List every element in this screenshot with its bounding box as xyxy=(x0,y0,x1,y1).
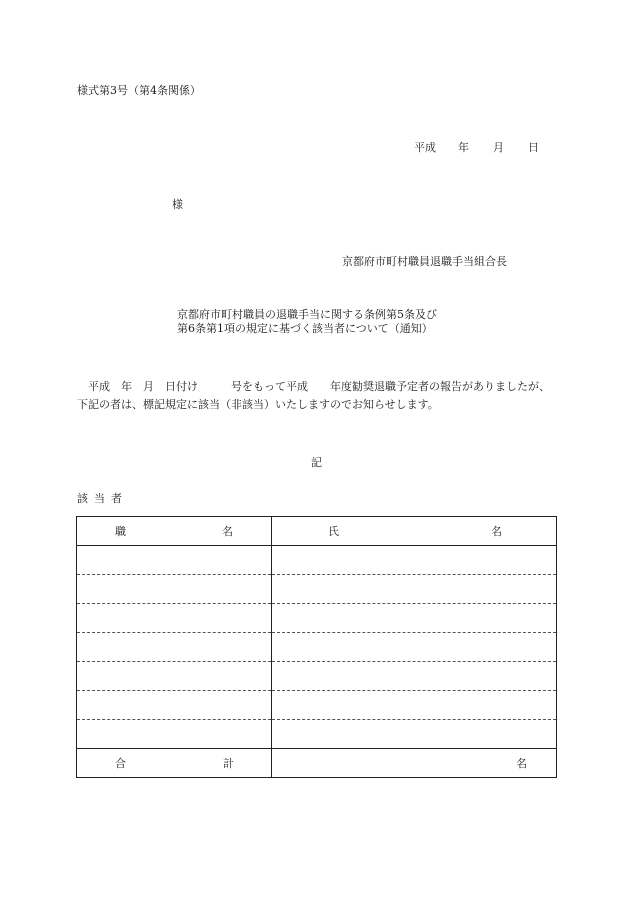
header-position xyxy=(77,517,272,546)
table-row xyxy=(77,604,557,633)
total-label-cell xyxy=(77,749,272,778)
subject-block xyxy=(177,308,437,336)
table-row xyxy=(77,662,557,691)
position-cell[interactable] xyxy=(77,633,272,662)
name-cell[interactable] xyxy=(272,720,557,749)
section-title: 該当者 xyxy=(77,492,128,505)
table-header-row xyxy=(77,517,557,546)
name-cell[interactable] xyxy=(272,546,557,575)
body-paragraph: 平成 年 月 日付け 号をもって平成 年度勧奨退職予定者の報告がありましたが、下記の者は、標記規定に該当（非該当）いたしますのでお知らせします。 xyxy=(77,380,550,411)
total-row xyxy=(77,749,557,778)
header-position-char-1: 職 xyxy=(115,525,126,538)
position-cell[interactable] xyxy=(77,691,272,720)
table-row xyxy=(77,691,557,720)
sender-title: 京都府市町村職員退職手当組合長 xyxy=(342,255,507,268)
position-cell[interactable] xyxy=(77,662,272,691)
subject-line-1: 京都府市町村職員の退職手当に関する条例第5条及び xyxy=(177,308,437,321)
header-position-char-2: 名 xyxy=(222,525,233,538)
header-name xyxy=(272,517,557,546)
name-cell[interactable] xyxy=(272,575,557,604)
table-row xyxy=(77,546,557,575)
addressee-suffix: 様 xyxy=(172,198,183,211)
date-day: 日 xyxy=(528,141,539,154)
name-cell[interactable] xyxy=(272,662,557,691)
position-cell[interactable] xyxy=(77,575,272,604)
name-cell[interactable] xyxy=(272,691,557,720)
total-label-char-2: 計 xyxy=(223,757,234,770)
table-row xyxy=(77,720,557,749)
date-year: 年 xyxy=(458,141,469,154)
count-unit: 名 xyxy=(516,757,527,770)
roster-table xyxy=(76,516,557,778)
position-cell[interactable] xyxy=(77,720,272,749)
date-line xyxy=(414,141,539,155)
table-row xyxy=(77,575,557,604)
name-cell[interactable] xyxy=(272,604,557,633)
ki-heading: 記 xyxy=(311,456,322,469)
position-cell[interactable] xyxy=(77,604,272,633)
header-name-char-2: 名 xyxy=(491,525,502,538)
header-name-char-1: 氏 xyxy=(328,525,339,538)
total-count-cell[interactable] xyxy=(272,749,557,778)
date-era: 平成 xyxy=(414,141,436,154)
subject-line-2: 第6条第1項の規定に基づく該当者について（通知） xyxy=(177,322,433,335)
form-number: 様式第3号（第4条関係） xyxy=(77,84,201,97)
date-month: 月 xyxy=(493,141,504,154)
total-label-char-1: 合 xyxy=(115,757,126,770)
position-cell[interactable] xyxy=(77,546,272,575)
table-row xyxy=(77,633,557,662)
name-cell[interactable] xyxy=(272,633,557,662)
